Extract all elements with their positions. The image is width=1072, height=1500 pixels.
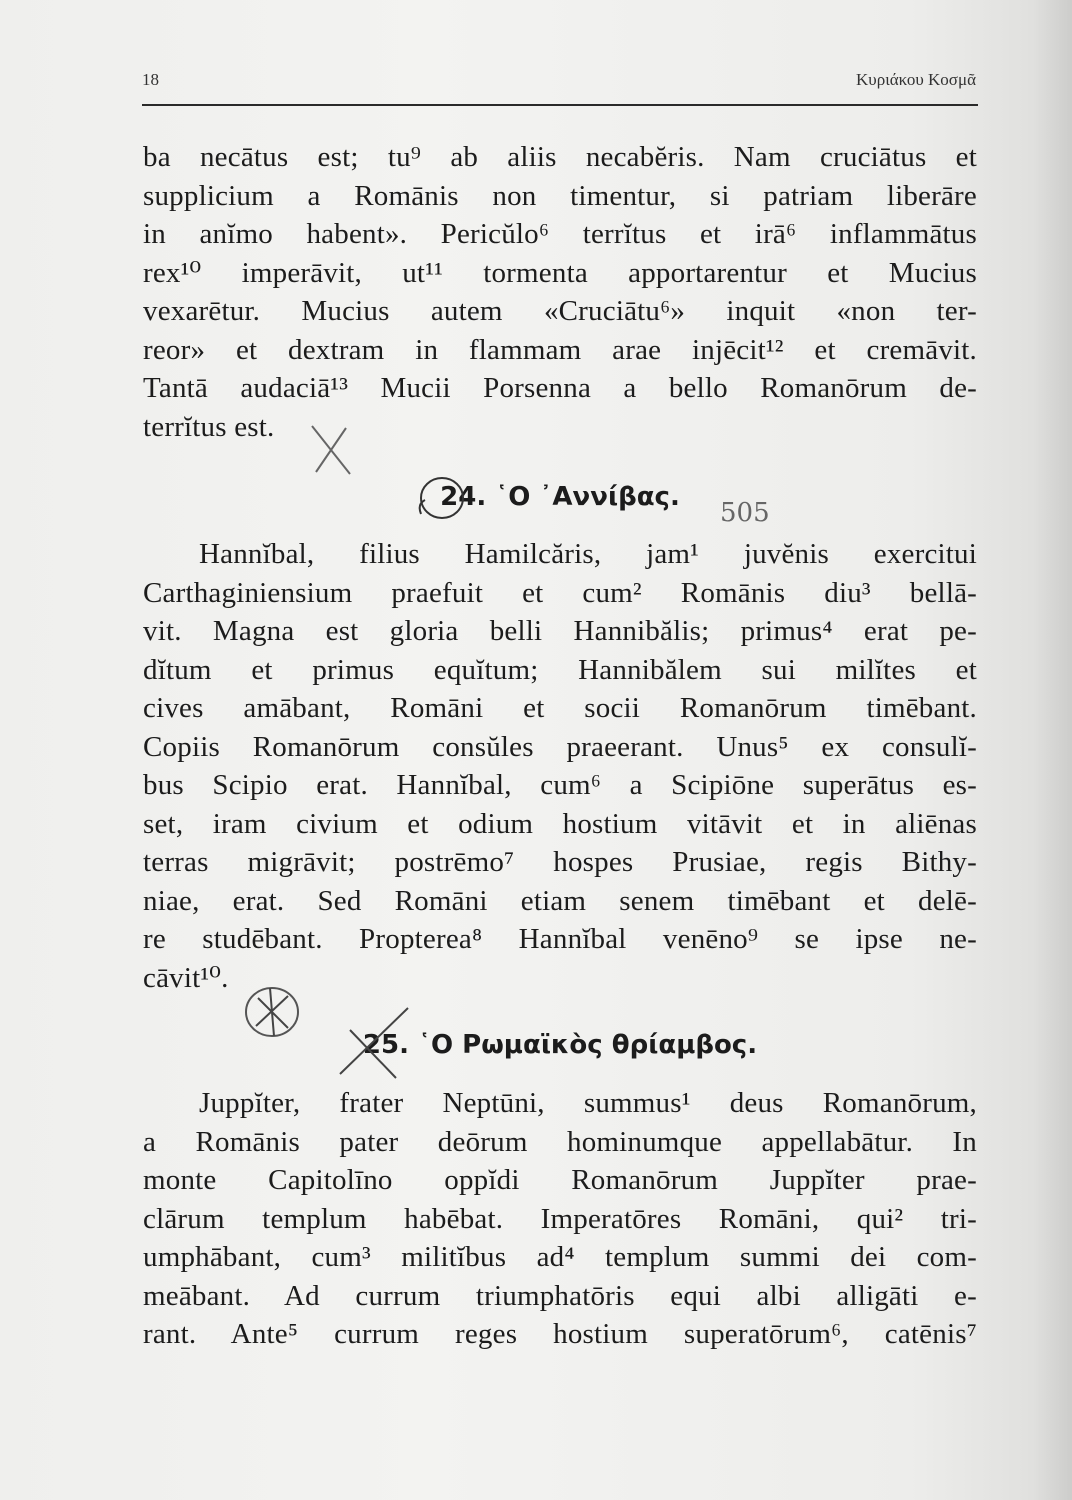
running-title: Κυριάκου Κοσμᾶ [856, 70, 976, 89]
text-line: terrĭtus est. [143, 410, 275, 443]
text-line: meābant. Ad currum triumphatōris equi albi alligāti e- [143, 1279, 977, 1312]
header-rule [142, 104, 978, 106]
text-line: vit. Magna est gloria belli Hannibălis; primus⁴ erat pe- [143, 615, 977, 647]
text-line: cāvit¹⁰. [143, 961, 229, 994]
section-23-text [143, 138, 977, 446]
text-line: supplicium a Romānis non timentur, si patriam liberāre [143, 179, 977, 212]
section-24-heading [143, 482, 977, 512]
text-line: niae, erat. Sed Romāni etiam senem timēbant et delē- [143, 884, 977, 917]
text-line: a Romānis pater deōrum hominumque appellabātur. In [143, 1125, 977, 1158]
section-24-title: 24. ῾Ο ᾿Αννίβας. [440, 482, 680, 512]
text-line: umphābant, cum³ militĭbus ad⁴ templum summi dei com- [143, 1241, 977, 1273]
handwritten-cross-mark [306, 420, 356, 480]
section-24-text [143, 535, 977, 997]
text-line: set, iram civium et odium hostium vitāvit et in aliēnas [143, 807, 977, 840]
text-line: terras migrāvit; postrēmo⁷ hospes Prusiae, regis Bithy- [143, 846, 977, 878]
text-line: reor» et dextram in flammam arae injēcit¹² et cremāvit. [143, 333, 977, 366]
text-line: Copiis Romanōrum consŭles praeerant. Unus⁵ ex consulĭ- [143, 730, 977, 763]
text-line: ba necātus est; tu⁹ ab aliis necabĕris. Nam cruciātus et [143, 141, 977, 173]
text-line: rant. Ante⁵ currum reges hostium superatōrum⁶, catēnis⁷ [143, 1318, 977, 1350]
section-25-heading [143, 1030, 977, 1060]
page-fold-shadow [1032, 0, 1072, 1500]
text-line: Tantā audaciā¹³ Mucii Porsenna a bello Romanōrum de- [143, 372, 977, 404]
text-line: Carthaginiensium praefuit et cum² Romānis diu³ bellā- [143, 576, 977, 609]
text-line: Juppĭter, frater Neptūni, summus¹ deus Romanōrum, [199, 1087, 977, 1119]
text-line: cives amābant, Romāni et socii Romanōrum timēbant. [143, 692, 977, 724]
text-line: Hannĭbal, filius Hamilcăris, jam¹ juvĕnis exercitui [199, 538, 977, 570]
text-line: rex¹⁰ imperāvit, ut¹¹ tormenta apportarentur et Mucius [143, 256, 977, 289]
text-line: clārum templum habēbat. Imperatōres Romāni, qui² tri- [143, 1202, 977, 1235]
handwritten-slash-mark [330, 1000, 420, 1080]
handwritten-circle-mark [417, 474, 467, 522]
text-line: in anĭmo habent». Pericŭlo⁶ terrĭtus et irā⁶ inflammātus [143, 218, 977, 250]
section-25-text [143, 1084, 977, 1354]
section-25-title: 25. ῾Ο Ρωμαϊκὸς θρίαμβος. [362, 1030, 758, 1060]
text-line: bus Scipio erat. Hannĭbal, cum⁶ a Scipiōne superātus es- [143, 769, 977, 801]
page-number: 18 [142, 70, 159, 89]
handwritten-number: 505 [720, 498, 770, 528]
text-line: dĭtum et primus equĭtum; Hannibălem sui milĭtes et [143, 653, 977, 686]
text-line: vexarētur. Mucius autem «Cruciātu⁶» inquit «non ter- [143, 295, 977, 327]
text-line: monte Capitolīno oppĭdi Romanōrum Juppĭter prae- [143, 1164, 977, 1196]
running-header [142, 70, 976, 100]
text-line: re studēbant. Propterea⁸ Hannĭbal venēno⁹ se ipse ne- [143, 923, 977, 955]
